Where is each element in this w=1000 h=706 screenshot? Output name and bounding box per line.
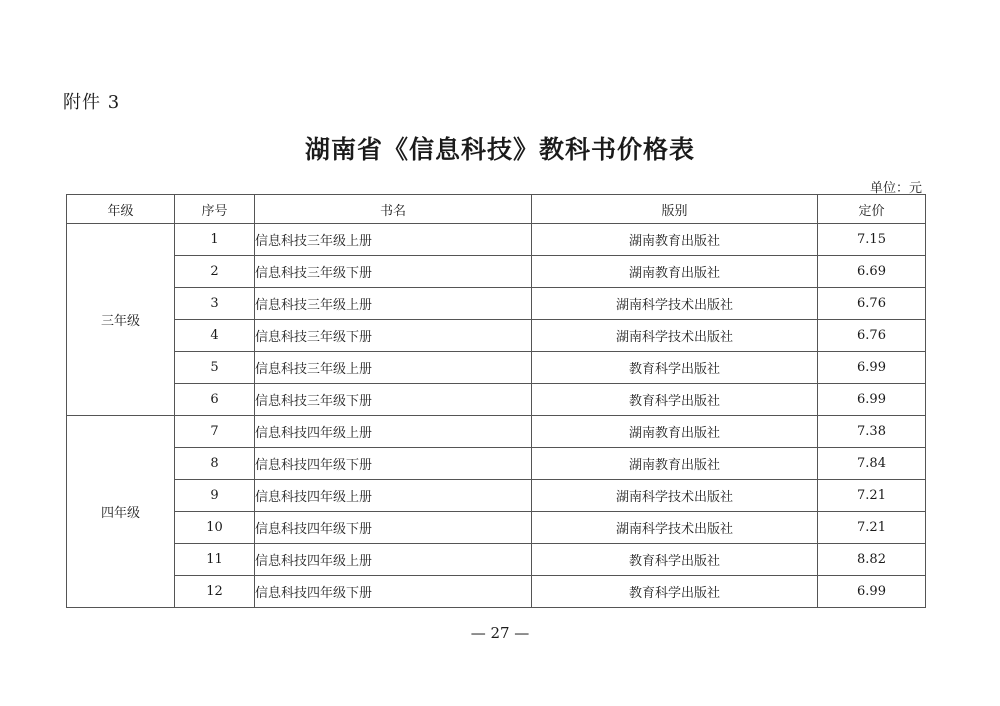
price-cell: 6.76: [818, 288, 926, 320]
seq-cell: 6: [175, 384, 255, 416]
price-table: [66, 194, 926, 608]
table-row: [67, 320, 926, 352]
publisher-cell: 湖南教育出版社: [532, 448, 818, 480]
seq-cell: 2: [175, 256, 255, 288]
seq-cell: 11: [175, 544, 255, 576]
price-cell: 6.99: [818, 352, 926, 384]
table-row: [67, 448, 926, 480]
table-row: [67, 512, 926, 544]
book-name-cell: 信息科技三年级上册: [255, 224, 532, 256]
publisher-cell: 教育科学出版社: [532, 576, 818, 608]
price-cell: 6.99: [818, 384, 926, 416]
table-row: [67, 544, 926, 576]
book-name-cell: 信息科技四年级下册: [255, 512, 532, 544]
publisher-cell: 湖南教育出版社: [532, 416, 818, 448]
publisher-cell: 湖南科学技术出版社: [532, 512, 818, 544]
seq-cell: 9: [175, 480, 255, 512]
book-name-cell: 信息科技三年级上册: [255, 352, 532, 384]
book-name-cell: 信息科技三年级上册: [255, 288, 532, 320]
table-row: [67, 256, 926, 288]
table-row: [67, 576, 926, 608]
header-name: 书名: [255, 195, 532, 224]
price-cell: 7.15: [818, 224, 926, 256]
table-row: [67, 416, 926, 448]
seq-cell: 4: [175, 320, 255, 352]
attachment-label: 附件 3: [63, 92, 121, 113]
publisher-cell: 湖南科学技术出版社: [532, 288, 818, 320]
book-name-cell: 信息科技四年级下册: [255, 576, 532, 608]
document-title: 湖南省《信息科技》教科书价格表: [304, 135, 695, 164]
header-publisher: 版别: [532, 195, 818, 224]
price-cell: 7.84: [818, 448, 926, 480]
header-price: 定价: [818, 195, 926, 224]
seq-cell: 12: [175, 576, 255, 608]
price-cell: 7.21: [818, 512, 926, 544]
book-name-cell: 信息科技四年级上册: [255, 416, 532, 448]
seq-cell: 5: [175, 352, 255, 384]
book-name-cell: 信息科技三年级下册: [255, 320, 532, 352]
seq-cell: 8: [175, 448, 255, 480]
price-cell: 7.21: [818, 480, 926, 512]
seq-cell: 10: [175, 512, 255, 544]
publisher-cell: 湖南教育出版社: [532, 256, 818, 288]
seq-cell: 1: [175, 224, 255, 256]
table-row: [67, 224, 926, 256]
price-cell: 6.76: [818, 320, 926, 352]
price-cell: 6.99: [818, 576, 926, 608]
unit-label: 单位：元: [869, 181, 922, 196]
grade-cell: 四年级: [67, 416, 175, 608]
book-name-cell: 信息科技四年级上册: [255, 480, 532, 512]
header-seq: 序号: [175, 195, 255, 224]
publisher-cell: 教育科学出版社: [532, 544, 818, 576]
book-name-cell: 信息科技四年级上册: [255, 544, 532, 576]
seq-cell: 3: [175, 288, 255, 320]
table-row: [67, 288, 926, 320]
book-name-cell: 信息科技三年级下册: [255, 384, 532, 416]
price-cell: 7.38: [818, 416, 926, 448]
publisher-cell: 教育科学出版社: [532, 352, 818, 384]
table-row: [67, 384, 926, 416]
book-name-cell: 信息科技三年级下册: [255, 256, 532, 288]
price-cell: 6.69: [818, 256, 926, 288]
price-cell: 8.82: [818, 544, 926, 576]
grade-cell: 三年级: [67, 224, 175, 416]
table-row: [67, 480, 926, 512]
publisher-cell: 湖南教育出版社: [532, 224, 818, 256]
book-name-cell: 信息科技四年级下册: [255, 448, 532, 480]
seq-cell: 7: [175, 416, 255, 448]
publisher-cell: 湖南科学技术出版社: [532, 480, 818, 512]
header-grade: 年级: [67, 195, 175, 224]
page-number: — 27 —: [470, 624, 530, 642]
table-row: [67, 352, 926, 384]
publisher-cell: 教育科学出版社: [532, 384, 818, 416]
table-header-row: [67, 195, 926, 224]
publisher-cell: 湖南科学技术出版社: [532, 320, 818, 352]
